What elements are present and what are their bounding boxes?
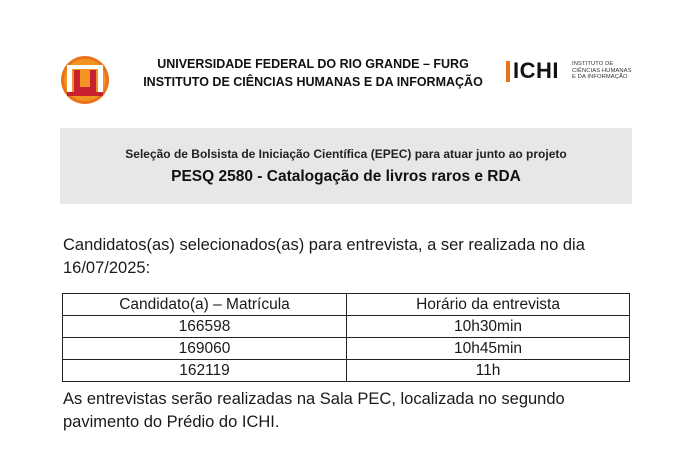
ichi-sub-line: INSTITUTO DE (572, 61, 614, 67)
ichi-logo-bar (506, 61, 510, 82)
location-note: As entrevistas serão realizadas na Sala PEC, localizada no segundo pavimento do Prédio do ICHI. (63, 390, 565, 431)
ichi-sub-line: E DA INFORMAÇÃO (572, 74, 628, 81)
column-header-candidate: Candidato(a) – Matrícula (63, 294, 347, 316)
institution-header (118, 55, 508, 91)
ichi-sub-line: CIÊNCIAS HUMANAS (572, 67, 632, 74)
intro-text: Candidatos(as) selecionados(as) para entrevista, a ser realizada no dia 16/07/2025: (63, 236, 585, 277)
table-row (63, 360, 630, 382)
ichi-logo-icon (506, 58, 632, 84)
candidate-id: 162119 (63, 360, 347, 382)
candidate-id: 166598 (63, 316, 347, 338)
table-row (63, 338, 630, 360)
ichi-logo-text: ICHI (513, 58, 559, 83)
candidate-id: 169060 (63, 338, 347, 360)
column-header-time: Horário da entrevista (347, 294, 630, 316)
institute-name: INSTITUTO DE CIÊNCIAS HUMANAS E DA INFORMAÇÃO (143, 75, 483, 89)
ichi-logo-subtitle (572, 61, 632, 81)
interview-time: 11h (347, 360, 630, 382)
table-row (63, 316, 630, 338)
interview-time: 10h45min (347, 338, 630, 360)
university-name: UNIVERSIDADE FEDERAL DO RIO GRANDE – FURG (157, 57, 469, 71)
table-header-row (63, 294, 630, 316)
candidates-table (62, 293, 630, 382)
banner-subtitle: Seleção de Bolsista de Iniciação Científica (EPEC) para atuar junto ao projeto (125, 147, 567, 161)
furg-logo-icon (58, 53, 112, 107)
interview-time: 10h30min (347, 316, 630, 338)
banner-title: PESQ 2580 - Catalogação de livros raros e RDA (171, 168, 521, 185)
selection-banner (60, 128, 632, 204)
